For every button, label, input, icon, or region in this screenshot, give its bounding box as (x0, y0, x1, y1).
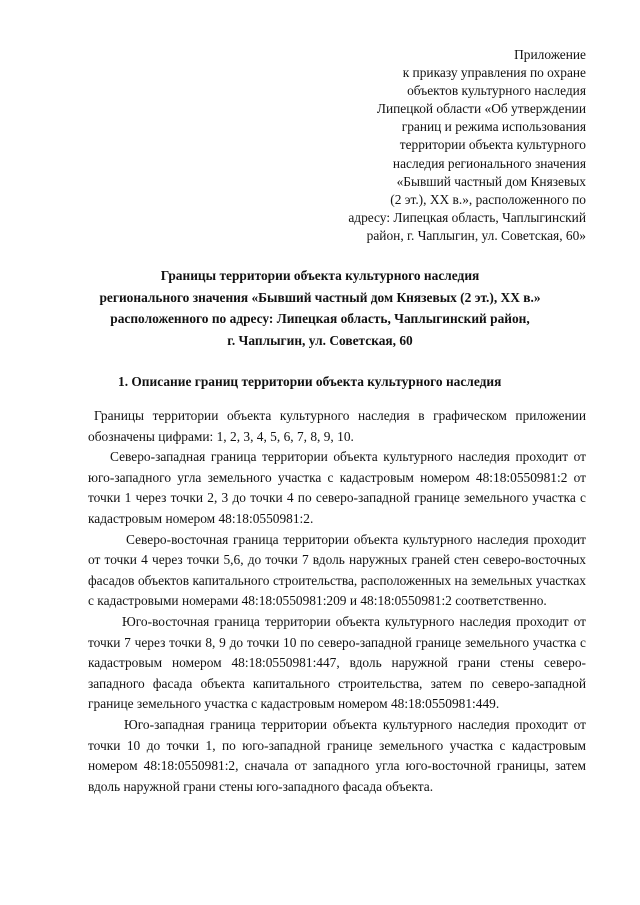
paragraph-overview: Границы территории объекта культурного наследия в графическом приложении обозначены цифрами: 1, 2, 3, 4, 5, 6, 7, 8, 9, 10. (88, 408, 586, 444)
appendix-line: территории объекта культурного (399, 137, 586, 153)
section-heading: 1. Описание границ территории объекта культурного наследия (118, 374, 502, 389)
title-line: Границы территории объекта культурного наследия (160, 268, 480, 283)
appendix-line: адресу: Липецкая область, Чаплыгинский (348, 209, 586, 225)
appendix-line: объектов культурного наследия (407, 83, 586, 99)
appendix-note (286, 46, 586, 245)
title-line: регионального значения «Бывший частный дом Князевых (2 эт.), XX в.» (99, 289, 541, 305)
body-text (88, 406, 586, 797)
paragraph-northwest-boundary: Северо-западная граница территории объекта культурного наследия проходит от юго-западного угла земельного участка с кадастровым номером 48:18:0550981:2 от точки 1 через точки 2, 3 до точки 4 по северо-западной границе земельного участка с кадастровым номером 48:18:0550981:2. (88, 449, 586, 526)
appendix-line: район, г. Чаплыгин, ул. Советская, 60» (366, 227, 586, 243)
document-title (60, 265, 580, 351)
appendix-line: «Бывший частный дом Князевых (396, 173, 586, 189)
title-line: г. Чаплыгин, ул. Советская, 60 (227, 332, 413, 348)
appendix-line: Приложение (514, 47, 586, 62)
appendix-line: к приказу управления по охране (402, 65, 586, 81)
paragraph-southeast-boundary: Юго-восточная граница территории объекта культурного наследия проходит от точки 7 через точки 8, 9 до точки 10 по северо-западной границе земельного участка с кадастровым номером 48:18:0550981:447, вдоль наружной грани стены северо-западного фасада объекта капитального строительства, затем по северо-западной границе земельного участка с кадастровым номером 48:18:0550981:449. (88, 613, 586, 712)
paragraph-southwest-boundary: Юго-западная граница территории объекта культурного наследия проходит от точки 10 до точки 1, по юго-западной границе земельного участка с кадастровым номером 48:18:0550981:2, сначала от западного угла юго-восточной границы, затем вдоль наружной грани стены юго-западного фасада объекта. (88, 716, 586, 794)
appendix-line: наследия регионального значения (392, 155, 586, 171)
appendix-line: границ и режима использования (401, 119, 586, 135)
title-line: расположенного по адресу: Липецкая область, Чаплыгинский район, (110, 311, 530, 326)
paragraph-northeast-boundary: Северо-восточная граница территории объекта культурного наследия проходит от точки 4 через точки 5,6, до точки 7 вдоль наружных граней стен северо-восточных фасадов объектов капитального строительства, расположенных на земельных участках с кадастровыми номерами 48:18:0550981:209 и 48:18:0550981:2 соответственно. (88, 531, 586, 609)
appendix-line: (2 эт.), XX в.», расположенного по (390, 191, 586, 207)
appendix-line: Липецкой области «Об утверждении (376, 101, 586, 117)
